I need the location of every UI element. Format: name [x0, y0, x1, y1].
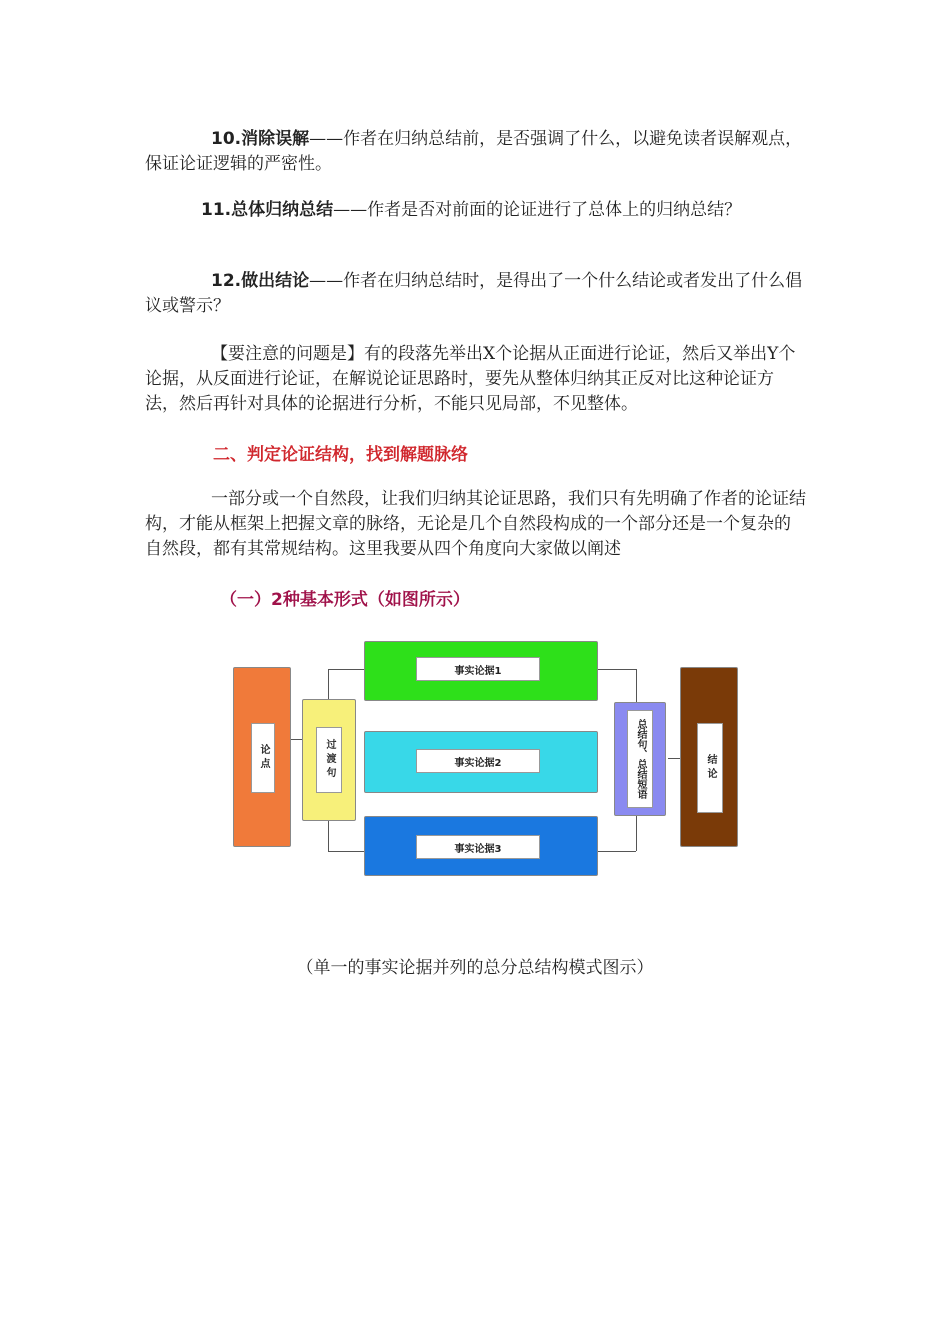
connector-conclusion: [668, 758, 680, 759]
paragraph-11: [145, 198, 807, 223]
connector-right-bottom: [598, 851, 636, 852]
paragraph-10-label: 10.消除误解: [211, 129, 310, 149]
paragraph-12-text: ——作者在归纳总结时，是得出了一个什么结论或者发出了什么倡议或警示？: [145, 271, 803, 316]
paragraph-11-label: 11.总体归纳总结: [201, 200, 334, 220]
paragraph-12-label: 12.做出结论: [211, 271, 310, 291]
note-paragraph: 【要注意的问题是】有的段落先举出X个论据从正面进行论证，然后又举出Y个论据，从反面进行论证，在解说论证思路时，要先从整体归纳其正反对比这种论证方法，然后再针对具体的论据进行分析，不能只见局部，不见整体。: [145, 344, 796, 414]
section-heading: 二、判定论证结构，找到解题脉络: [213, 445, 468, 465]
thesis-label: 论点: [251, 723, 275, 793]
connector-right-top: [598, 669, 636, 670]
conclusion-label: 结论: [697, 723, 723, 813]
paragraph-12: [145, 269, 807, 319]
transition-label: 过渡句: [316, 727, 342, 793]
connector-left-bottom: [328, 851, 364, 852]
fact-evidence-2-label: 事实论据2: [416, 749, 540, 773]
fact-evidence-1-block: [364, 641, 598, 701]
connector-left-top: [328, 669, 364, 670]
transition-block: [302, 699, 356, 821]
fact-evidence-1-label: 事实论据1: [416, 657, 540, 681]
intro-paragraph: 一部分或一个自然段，让我们归纳其论证思路，我们只有先明确了作者的论证结构，才能从框架上把握文章的脉络，无论是几个自然段构成的一个部分还是一个复杂的自然段，都有其常规结构。这里我要从四个角度向大家做以阐述: [145, 489, 806, 559]
diagram-caption: （单一的事实论据并列的总分总结构模式图示）: [296, 958, 654, 978]
paragraph-11-text: ——作者是否对前面的论证进行了总体上的归纳总结？: [333, 200, 742, 220]
summary-block: [614, 702, 666, 816]
fact-evidence-3-label: 事实论据3: [416, 835, 540, 859]
thesis-block: [233, 667, 291, 847]
paragraph-10: [145, 127, 807, 177]
structure-diagram: [232, 640, 740, 878]
conclusion-block: [680, 667, 738, 847]
connector-thesis: [290, 739, 302, 740]
sub-heading: （一）2种基本形式（如图所示）: [220, 590, 470, 610]
paragraph-10-text: ——作者在归纳总结前，是否强调了什么，以避免读者误解观点，保证论证逻辑的严密性。: [145, 129, 803, 174]
fact-evidence-3-block: [364, 816, 598, 876]
fact-evidence-2-block: [364, 731, 598, 793]
summary-label: 总结句、总结短语: [627, 710, 653, 808]
